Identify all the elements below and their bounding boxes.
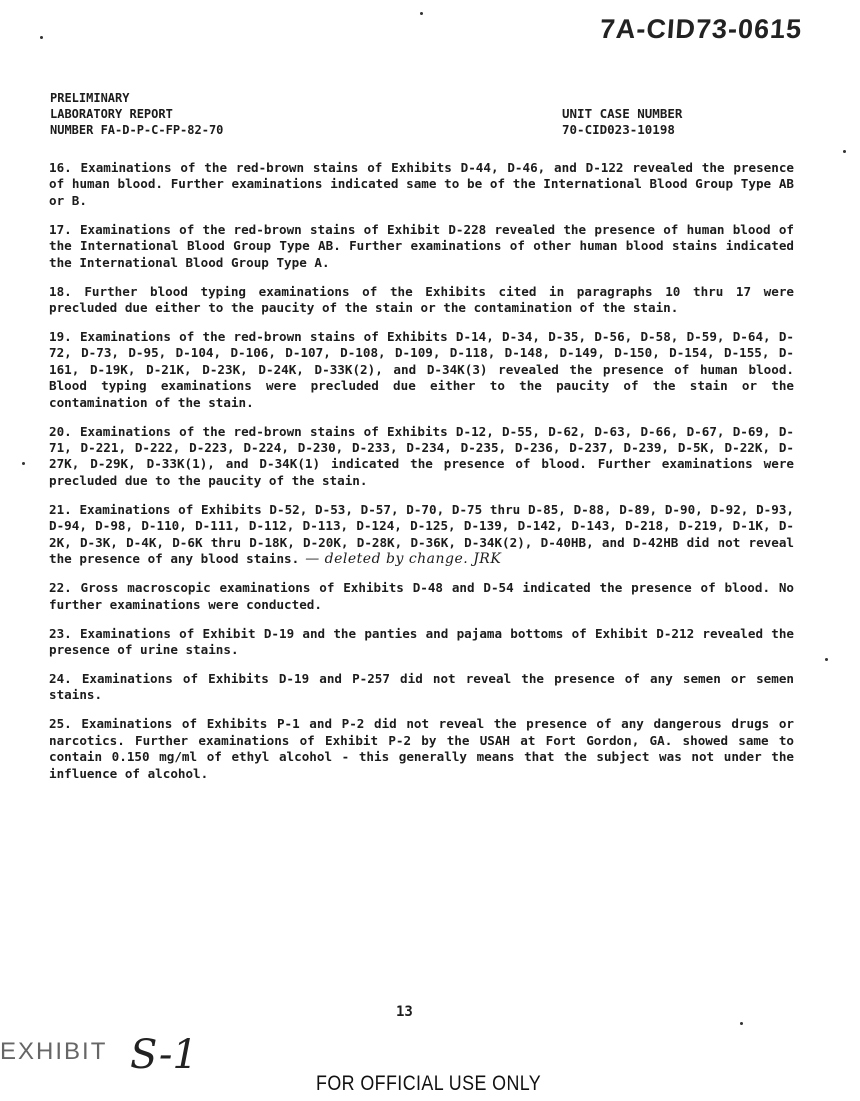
exhibit-stamp-mark: EXHIBIT <box>0 1038 108 1065</box>
page-number: 13 <box>396 1004 413 1020</box>
scan-speck <box>740 1022 743 1025</box>
scan-speck <box>825 658 828 661</box>
paragraph-17: 17. Examinations of the red-brown stains of Exhibit D-228 revealed the presence of human blood of the International Blood Group Type AB. Further examinations of other human blood stains indicated the International Blood Group Type A. <box>49 221 794 270</box>
report-header-right <box>562 106 682 138</box>
report-header-left <box>50 90 223 138</box>
classification-caption: FOR OFFICIAL USE ONLY <box>316 1072 542 1095</box>
handwritten-exhibit-label: S-1 <box>130 1032 198 1078</box>
scan-speck <box>843 150 846 153</box>
report-number: NUMBER FA-D-P-C-FP-82-70 <box>50 123 224 137</box>
paragraph-21 <box>49 502 794 568</box>
paragraph-19: 19. Examinations of the red-brown stains of Exhibits D-14, D-34, D-35, D-56, D-58, D-59, D-64, D-72, D-73, D-95, D-104, D-106, D-107, D-108, D-109, D-118, D-148, D-149, D-150, D-154, D-155, D-161, D-19K, D-21K, D-23K, D-24K, D-33K(2), and D-34K(3) revealed the presence of human blood. Blood typing examinations were precluded due either to the paucity of the stain or the contamination of the stain. <box>49 329 794 410</box>
paragraph-24: 24. Examinations of Exhibits D-19 and P-257 did not reveal the presence of any semen or semen stains. <box>49 670 794 703</box>
scan-speck <box>22 462 25 465</box>
paragraph-21-text: 21. Examinations of Exhibits D-52, D-53, D-57, D-70, D-75 thru D-85, D-88, D-89, D-90, D-92, D-93, D-94, D-98, D-110, D-111, D-112, D-113, D-124, D-125, D-139, D-142, D-143, D-218, D-219, D-1K, D-2K, D-3K, D-4K, D-6K thru D-18K, D-20K, D-28K, D-36K, D-34K(2), D-40HB, and D-42HB did not reveal the presence of any blood stains. <box>49 501 794 567</box>
handwritten-annotation: — deleted by change. JRK <box>305 551 502 568</box>
report-body <box>49 160 794 795</box>
paragraph-22: 22. Gross macroscopic examinations of Exhibits D-48 and D-54 indicated the presence of blood. No further examinations were conducted. <box>49 580 794 612</box>
report-status: PRELIMINARY <box>50 91 130 105</box>
document-control-stamp: 7A-CID73-0615 <box>598 14 804 44</box>
case-number-label: UNIT CASE NUMBER <box>562 106 683 121</box>
scan-speck <box>420 12 423 15</box>
scan-speck <box>40 36 43 39</box>
paragraph-23: 23. Examinations of Exhibit D-19 and the panties and pajama bottoms of Exhibit D-212 revealed the presence of urine stains. <box>49 625 794 657</box>
report-type: LABORATORY REPORT <box>50 107 173 121</box>
paragraph-20: 20. Examinations of the red-brown stains of Exhibits D-12, D-55, D-62, D-63, D-66, D-67, D-69, D-71, D-221, D-222, D-223, D-224, D-230, D-233, D-234, D-235, D-236, D-237, D-239, D-5K, D-22K, D-27K, D-29K, D-33K(1), and D-34K(1) indicated the presence of blood. Further examinations were precluded due to the paucity of the stain. <box>49 423 794 488</box>
paragraph-25: 25. Examinations of Exhibits P-1 and P-2 did not reveal the presence of any dangerous drugs or narcotics. Further examinations of Exhibit P-2 by the USAH at Fort Gordon, GA. showed same to contain 0.150 mg/ml of ethyl alcohol - this generally means that the subject was not under the influence of alcohol. <box>49 716 794 781</box>
paragraph-18: 18. Further blood typing examinations of the Exhibits cited in paragraphs 10 thru 17 were precluded due either to the paucity of the stain or the contamination of the stain. <box>49 283 794 316</box>
case-number-value: 70-CID023-10198 <box>562 122 675 137</box>
paragraph-16: 16. Examinations of the red-brown stains of Exhibits D-44, D-46, and D-122 revealed the presence of human blood. Further examinations indicated same to be of the International Blood Group Type AB or B. <box>49 160 794 208</box>
